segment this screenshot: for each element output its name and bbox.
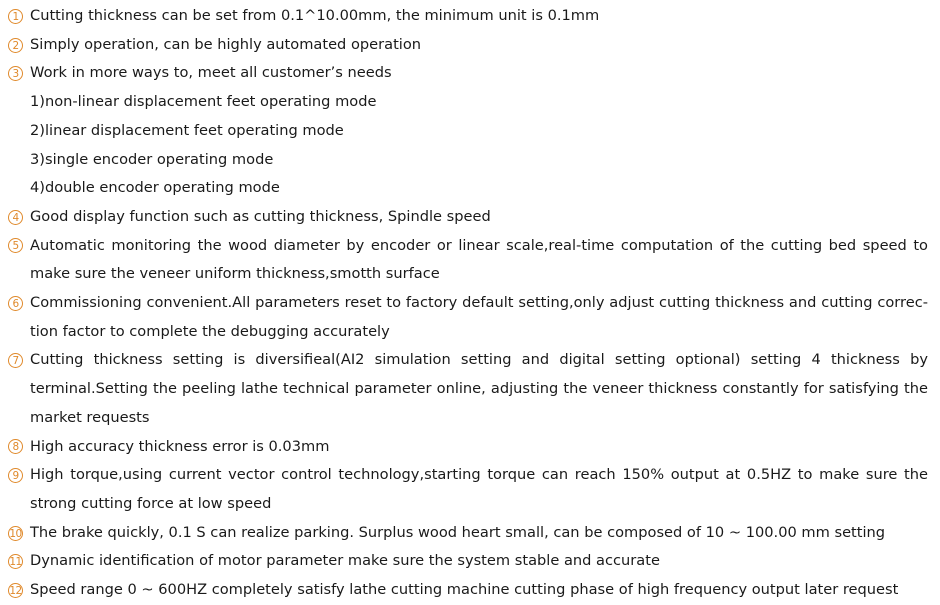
- circled-number: 11: [9, 556, 22, 569]
- list-item: [8, 2, 928, 31]
- circled-number: 5: [8, 238, 23, 253]
- list-item: [8, 433, 928, 462]
- circled-number: 8: [8, 439, 23, 454]
- sub-item: 1)non-linear displacement feet operating mode: [30, 93, 377, 111]
- sub-item: 4)double encoder operating mode: [30, 179, 280, 197]
- item-text: High torque,using current vector control technology,starting torque can reach 150% output at 0.5HZ to make sure the strong cutting force at low speed: [30, 466, 928, 512]
- list-item: [8, 232, 928, 289]
- list-item: [8, 461, 928, 518]
- item-text: Automatic monitoring the wood diameter by encoder or linear scale,real-time computation of the cutting bed speed to make sure the veneer uniform thickness,smotth surface: [30, 236, 928, 283]
- item-text: Cutting thickness setting is diversifieal(AI2 simulation setting and digital setting optional) setting 4 thickness by terminal.Setting the peeling lathe technical parameter online, adjusting the veneer thickness constantly for satisfying the market requests: [30, 351, 928, 426]
- item-text: Commissioning convenient.All parameters reset to factory default setting,only adjust cutting thickness and cutting correc-tion factor to complete the debugging accurately: [30, 294, 928, 340]
- circled-number: 7: [8, 353, 23, 368]
- circled-number: 12: [9, 584, 22, 597]
- item-text: Dynamic identification of motor parameter make sure the system stable and accurate: [30, 552, 660, 570]
- circled-number: 2: [8, 38, 23, 53]
- list-item: [8, 576, 928, 605]
- item-text: Work in more ways to, meet all customer’s needs: [30, 64, 392, 82]
- circled-number: 4: [8, 210, 23, 225]
- list-item: [8, 31, 928, 60]
- item-text: High accuracy thickness error is 0.03mm: [30, 437, 330, 455]
- circled-number: 10: [9, 527, 22, 540]
- item-text: The brake quickly, 0.1 S can realize parking. Surplus wood heart small, can be composed of 10 ~ 100.00 mm setting: [30, 523, 886, 541]
- item-text: Simply operation, can be highly automated operation: [30, 35, 422, 53]
- circled-number: 3: [8, 66, 23, 81]
- circled-number: 1: [8, 9, 23, 24]
- list-item: [8, 59, 928, 88]
- list-item: [8, 346, 928, 432]
- circled-number: 9: [8, 468, 23, 483]
- item-text: Speed range 0 ~ 600HZ completely satisfy lathe cutting machine cutting phase of high frequency output later request: [30, 581, 899, 599]
- item-text: Good display function such as cutting thickness, Spindle speed: [30, 207, 491, 225]
- list-item: [8, 519, 928, 548]
- list-item: [8, 547, 928, 576]
- circled-number: 6: [8, 296, 23, 311]
- sub-item: 3)single encoder operating mode: [30, 150, 274, 168]
- item-text: Cutting thickness can be set from 0.1^10.00mm, the minimum unit is 0.1mm: [30, 7, 600, 24]
- list-item: [8, 203, 928, 232]
- list-item: [8, 289, 928, 346]
- sub-item: 2)linear displacement feet operating mode: [30, 121, 344, 139]
